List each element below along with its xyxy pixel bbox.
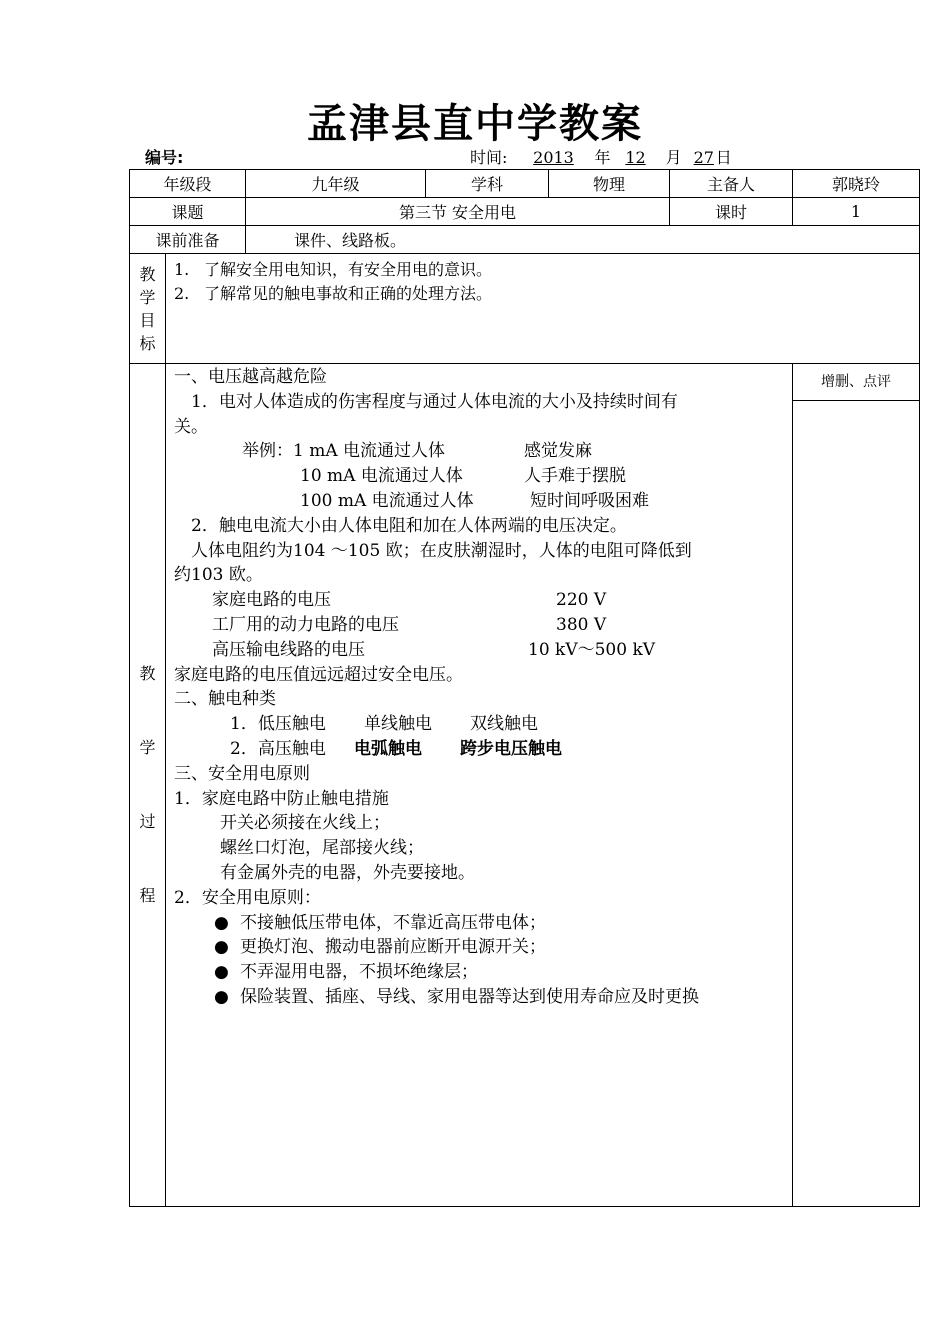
bullet-icon: ● [214, 937, 229, 958]
info-row-1 [130, 170, 920, 198]
document-title: 孟津县直中学教案 [307, 101, 643, 147]
subject-value: 物理 [549, 170, 670, 198]
text-line: 开关必须接在火线上； [220, 813, 390, 834]
example-line: 10 mA 电流通过人体 人手难于摆脱 [300, 466, 626, 487]
process-row [130, 364, 920, 1207]
section-heading: 二、触电种类 [174, 689, 276, 710]
section-heading: 三、安全用电原则 [174, 763, 310, 784]
topic-label: 课题 [130, 198, 246, 226]
goal-item: 1. 了解安全用电知识，有安全用电的意识。 [174, 260, 493, 279]
grade-label: 年级段 [130, 170, 246, 198]
lesson-plan-table [129, 169, 920, 1207]
preparer-value: 郭晓玲 [793, 170, 920, 198]
process-label: 教 学 过 程 [130, 364, 166, 1207]
example-line: 举例：1 mA 电流通过人体 感觉发麻 [242, 441, 592, 462]
text-line: 螺丝口灯泡，尾部接火线； [220, 838, 424, 859]
text-line: 2．触电电流大小由人体电阻和加在人体两端的电压决定。 [174, 515, 627, 536]
date-label: 时间: [470, 148, 508, 167]
text-line: 有金属外壳的电器，外壳要接地。 [220, 862, 475, 883]
period-label: 课时 [670, 198, 793, 226]
bullet-item: ● 不弄湿用电器，不损坏绝缘层； [174, 960, 784, 985]
info-row-2 [130, 198, 920, 226]
text-line: 人体电阻约为104 ～105 欧；在皮肤潮湿时，人体的电阻可降低到 [174, 540, 692, 561]
text-line: 1．电对人体造成的伤害程度与通过人体电流的大小及持续时间有 [174, 391, 678, 412]
text-line: 家庭电路的电压值远远超过安全电压。 [174, 664, 463, 685]
text-line: 约103 欧。 [174, 565, 263, 586]
prep-label: 课前准备 [130, 226, 246, 254]
preparer-label: 主备人 [670, 170, 793, 198]
subject-label: 学科 [426, 170, 549, 198]
goals-label: 教 学 目 标 [130, 254, 166, 364]
month-unit: 月 [665, 148, 682, 167]
shock-type-line: 2．高压触电 电弧触电 跨步电压触电 [230, 738, 562, 759]
bullet-item: ● 更换灯泡、搬动电器前应断开电源开关； [174, 935, 784, 960]
topic-value: 第三节 安全用电 [246, 198, 670, 226]
process-content [166, 364, 793, 1207]
bullet-icon: ● [214, 986, 229, 1007]
number-label: 编号: [145, 148, 184, 167]
grade-value: 九年级 [246, 170, 426, 198]
text-line: 2．安全用电原则： [174, 887, 321, 908]
bullet-icon: ● [214, 962, 229, 983]
example-line: 100 mA 电流通过人体 短时间呼吸困难 [300, 490, 649, 511]
shock-type-line: 1．低压触电 单线触电 双线触电 [230, 714, 538, 735]
bullet-item: ● 保险装置、插座、导线、家用电器等达到使用寿命应及时更换 [174, 985, 784, 1010]
bullet-icon: ● [214, 912, 229, 933]
date-line [470, 145, 732, 168]
voltage-line: 工厂用的动力电路的电压 380 V [212, 614, 607, 635]
info-row-3 [130, 226, 920, 254]
period-value: 1 [793, 198, 920, 226]
bullet-item: ● 不接触低压带电体，不靠近高压带电体； [174, 911, 784, 936]
comment-column [793, 364, 920, 1207]
comment-header: 增删、点评 [793, 364, 919, 401]
date-year: 2013 [533, 148, 574, 167]
goal-item: 2. 了解常见的触电事故和正确的处理方法。 [174, 284, 493, 303]
date-day: 27 [693, 148, 714, 167]
day-unit: 日 [715, 148, 732, 167]
goals-content [166, 254, 920, 364]
text-line: 关。 [174, 416, 208, 437]
goals-row [130, 254, 920, 364]
year-unit: 年 [594, 148, 611, 167]
prep-value: 课件、线路板。 [246, 226, 920, 254]
section-heading: 一、电压越高越危险 [174, 367, 327, 387]
voltage-line: 高压输电线路的电压 10 kV～500 kV [212, 639, 656, 660]
voltage-line: 家庭电路的电压 220 V [212, 590, 607, 611]
date-month: 12 [625, 148, 646, 167]
text-line: 1．家庭电路中防止触电措施 [174, 788, 389, 809]
